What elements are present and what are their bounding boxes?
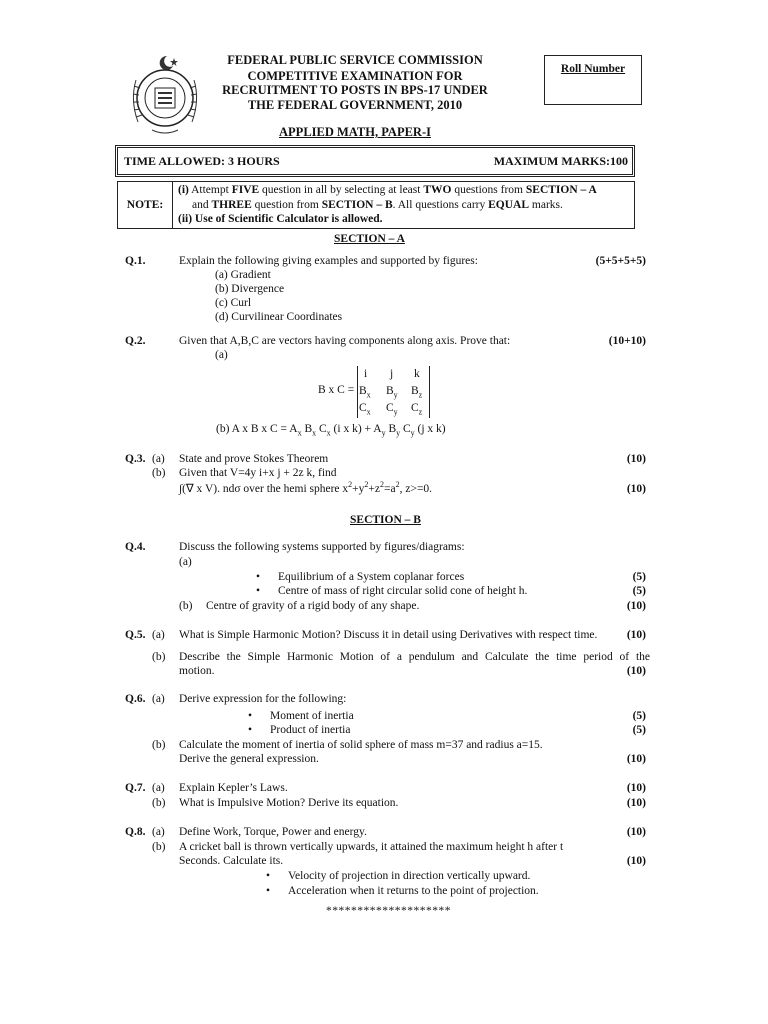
det-cell: k <box>414 368 420 380</box>
q4-text: Discuss the following systems supported by figures/diagrams: <box>179 541 465 553</box>
note-text: . All questions carry <box>392 199 486 211</box>
q1-item-d: (d) Curvilinear Coordinates <box>215 311 343 323</box>
q4-bullet-1-marks: (5) <box>632 571 646 583</box>
det-cell: j <box>390 368 394 380</box>
det-cell: $B_y$ <box>386 385 398 400</box>
q8-b-text-2: Seconds. Calculate its. <box>179 855 284 867</box>
note-five: FIVE <box>231 184 260 196</box>
q7-a-label: (a) <box>152 782 165 794</box>
q3-b-label: (b) <box>152 467 166 479</box>
det-cell: $C_y$ <box>386 402 398 417</box>
note-text: question in all by selecting at least <box>262 184 421 196</box>
roll-number-box <box>544 55 642 105</box>
q8-bullet-1: • Velocity of projection in direction vertically upward. <box>288 869 530 883</box>
q5-b-text-1: Describe the Simple Harmonic Motion of a pendulum and Calculate the time period of the <box>179 651 650 663</box>
q6-b-text-2: Derive the general expression. <box>179 753 319 765</box>
q2-text: Given that A,B,C are vectors having components along axis. Prove that: <box>179 335 511 347</box>
header-title-line-3: RECRUITMENT TO POSTS IN BPS-17 UNDER <box>222 83 488 97</box>
note-line-2 <box>192 198 563 212</box>
q5-b-marks: (10) <box>626 665 646 677</box>
determinant-right-bar <box>429 366 430 418</box>
q1-number: Q.1. <box>125 255 146 267</box>
q6-bullet-2-marks: (5) <box>632 724 646 736</box>
note-section-b: SECTION – B <box>321 199 393 211</box>
q6-bullet-2: • Product of inertia <box>270 723 350 737</box>
q6-b-label: (b) <box>152 739 166 751</box>
section-b-heading: SECTION – B <box>350 514 421 526</box>
q1-item-b: (b) Divergence <box>215 283 285 295</box>
time-allowed: TIME ALLOWED: 3 HOURS <box>124 154 280 168</box>
note-text: question from <box>254 199 319 211</box>
q4-bullet-1: • Equilibrium of a System coplanar forces <box>278 570 464 584</box>
q5-a-marks: (10) <box>626 629 646 641</box>
q5-b-label: (b) <box>152 651 166 663</box>
q8-a-label: (a) <box>152 826 165 838</box>
q4-bullet-2: • Centre of mass of right circular solid cone of height h. <box>278 584 527 598</box>
q4-number: Q.4. <box>125 541 146 553</box>
note-label: NOTE: <box>118 182 173 228</box>
q3-a-marks: (10) <box>626 453 646 465</box>
q3-b-text-1: Given that V=4y i+x j + 2z k, find <box>179 467 337 479</box>
note-text: and <box>192 199 209 211</box>
q8-b-label: (b) <box>152 841 166 853</box>
q2-number: Q.2. <box>125 335 146 347</box>
q6-a-text: Derive expression for the following: <box>179 693 347 705</box>
q3-a-text: State and prove Stokes Theorem <box>179 453 329 465</box>
q8-b-text-1: A cricket ball is thrown vertically upwards, it attained the maximum height h after t <box>179 841 564 853</box>
q8-number: Q.8. <box>125 826 146 838</box>
det-cell: $C_z$ <box>411 402 423 417</box>
q7-b-text: What is Impulsive Motion? Derive its equation. <box>179 797 399 809</box>
q6-b-text-1: Calculate the moment of inertia of solid sphere of mass m=37 and radius a=15. <box>179 739 543 751</box>
q5-b-text-2: motion. <box>179 665 215 677</box>
q6-bullet-1: • Moment of inertia <box>270 709 354 723</box>
det-cell: $B_x$ <box>359 385 371 400</box>
note-text: marks. <box>531 199 563 211</box>
det-cell: $C_x$ <box>359 402 371 417</box>
time-marks-box <box>117 147 633 175</box>
q8-a-marks: (10) <box>626 826 646 838</box>
q2-part-b: (b) A x B x $C = A_x$ $B_x$ $C_x$ (i x $k) + A_y$ $B_y$ $C_y$ (j x k) <box>216 423 446 438</box>
q7-b-label: (b) <box>152 797 166 809</box>
determinant-left-bar <box>357 366 358 418</box>
q8-b-marks: (10) <box>626 855 646 867</box>
q8-a-text: Define Work, Torque, Power and energy. <box>179 826 367 838</box>
q2-determinant-lhs: B x C = <box>318 384 355 396</box>
q7-a-text: Explain Kepler’s Laws. <box>179 782 288 794</box>
q1-text: Explain the following giving examples and supported by figures: <box>179 255 478 267</box>
q2-marks: (10+10) <box>608 335 646 347</box>
q3-a-label: (a) <box>152 453 165 465</box>
header-title-line-2: COMPETITIVE EXAMINATION FOR <box>247 69 463 83</box>
note-text: Attempt <box>191 184 229 196</box>
q4-b-marks: (10) <box>626 600 646 612</box>
note-text: questions from <box>454 184 524 196</box>
q5-a-text: What is Simple Harmonic Motion? Discuss it in detail using Derivatives with respect time. <box>179 629 598 641</box>
det-cell: i <box>364 368 368 380</box>
q4-a-label: (a) <box>179 556 192 568</box>
note-section-a: SECTION – A <box>525 184 597 196</box>
q1-item-a: (a) Gradient <box>215 269 271 281</box>
q3-b-text-2: ∫(∇ x V). ndσ over the hemi sphere $x^2+y^2+z^2=a^2$, z>=0. <box>179 480 433 495</box>
q3-b-marks: (10) <box>626 483 646 495</box>
q4-b-label: (b) <box>179 600 193 612</box>
q4-bullet-2-marks: (5) <box>632 585 646 597</box>
section-a-heading: SECTION – A <box>334 233 405 245</box>
q6-b-marks: (10) <box>626 753 646 765</box>
q7-b-marks: (10) <box>626 797 646 809</box>
roll-number-label: Roll Number <box>560 63 626 75</box>
q5-a-label: (a) <box>152 629 165 641</box>
note-box <box>117 181 635 229</box>
det-cell: $B_z$ <box>411 385 423 400</box>
q6-number: Q.6. <box>125 693 146 705</box>
q6-bullet-1-marks: (5) <box>632 710 646 722</box>
q2-b-prefix: (b) A x B x C = A <box>216 423 298 435</box>
q1-item-c: (c) Curl <box>215 297 252 309</box>
fpsc-emblem-logo <box>122 50 208 140</box>
q2-part-a-label: (a) <box>215 349 228 361</box>
note-line-1 <box>178 183 597 197</box>
maximum-marks: MAXIMUM MARKS:100 <box>493 154 628 168</box>
q5-number: Q.5. <box>125 629 146 641</box>
q6-a-label: (a) <box>152 693 165 705</box>
note-equal: EQUAL <box>488 199 530 211</box>
note-two: TWO <box>423 184 452 196</box>
header-title-line-4: THE FEDERAL GOVERNMENT, 2010 <box>247 98 463 112</box>
header-title-line-1: FEDERAL PUBLIC SERVICE COMMISSION <box>227 53 483 67</box>
paper-title: APPLIED MATH, PAPER-I <box>279 125 431 139</box>
q7-number: Q.7. <box>125 782 146 794</box>
end-marker: ******************** <box>326 905 451 917</box>
q4-b-text: Centre of gravity of a rigid body of any shape. <box>206 600 420 612</box>
q7-a-marks: (10) <box>626 782 646 794</box>
q3-number: Q.3. <box>125 453 146 465</box>
q1-marks: (5+5+5+5) <box>595 255 646 267</box>
note-three: THREE <box>211 199 252 211</box>
note-line-3: (ii) Use of Scientific Calculator is allowed. <box>178 213 383 225</box>
q8-bullet-2: • Acceleration when it returns to the point of projection. <box>288 884 539 898</box>
note-i: (i) <box>178 184 189 196</box>
